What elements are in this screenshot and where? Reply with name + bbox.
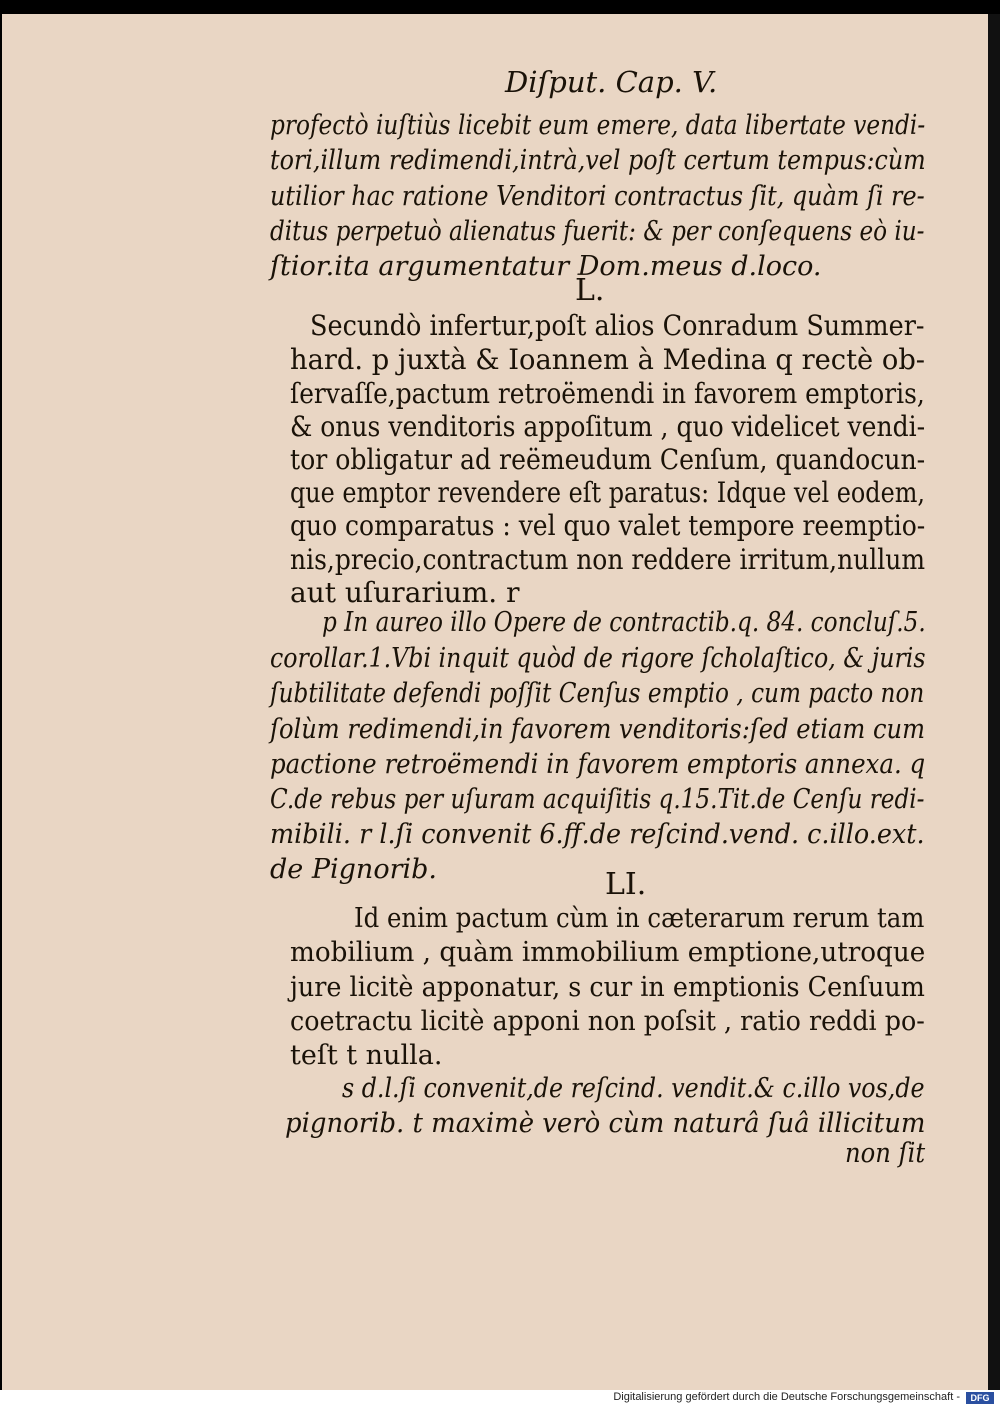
- text-line: aut uſurarium. r: [290, 576, 520, 609]
- text-line: ditus perpetuò alienatus fuerit: & per conſequens eò iu-: [270, 216, 925, 247]
- text-line: teſt t nulla.: [290, 1040, 443, 1071]
- text-line: que emptor revendere eſt paratus: Idque vel eodem,: [290, 476, 925, 509]
- text-line: hard. p juxtà & Ioannem à Medina q rectè ob-: [290, 343, 926, 376]
- running-title: Diſput. Cap. V.: [505, 65, 718, 99]
- dfg-logo: DFG: [966, 1392, 994, 1404]
- text-line: jure licitè apponatur, s cur in emptionis Cenſuum: [290, 972, 925, 1003]
- text-line: profectò iuſtiùs licebit eum emere, data libertate vendi-: [270, 110, 926, 141]
- note-line: ſubtilitate defendi poſſit Cenſus emptio , cum pacto non: [270, 678, 925, 709]
- note-line: de Pignorib.: [270, 854, 437, 885]
- text-line: coetractu licitè apponi non poſsit , ratio reddi po-: [290, 1006, 925, 1037]
- text-line: Id enim pactum cùm in cæterarum rerum tam: [354, 903, 925, 934]
- note-line: C.de rebus per uſuram acquiſitis q.15.Tit.de Cenſu redi-: [270, 784, 925, 815]
- text-line: ſtior.ita argumentatur Dom.meus d.loco.: [270, 251, 822, 282]
- catchword: non ſit: [845, 1138, 926, 1169]
- text-line: & onus venditoris appoſitum , quo videlicet vendi-: [290, 410, 926, 443]
- text-line: tor obligatur ad reëmeudum Cenſum, quandocun-: [290, 443, 926, 476]
- section-heading: L.: [575, 273, 605, 308]
- note-line: s d.l.ſi convenit,de reſcind. vendit.& c.illo vos,de: [342, 1073, 925, 1104]
- funding-credit: Digitalisierung gefördert durch die Deutsche Forschungsgemeinschaft -: [613, 1391, 960, 1403]
- note-line: p In aureo illo Opere de contractib.q. 84. concluſ.5.: [322, 607, 926, 638]
- text-line: nis,precio,contractum non reddere irritum,nullum: [290, 543, 926, 576]
- note-line: corollar.1.Vbi inquit quòd de rigore ſcholaſtico, & juris: [270, 643, 926, 674]
- note-line: pignorib. t maximè verò cùm naturâ ſuâ illicitum: [285, 1108, 926, 1139]
- page-edge: [988, 14, 1000, 1390]
- note-line: ſolùm redimendi,in favorem venditoris:ſed etiam cum: [270, 714, 926, 745]
- note-line: mibili. r l.ſi convenit 6.ff.de reſcind.vend. c.illo.ext.: [270, 819, 925, 850]
- text-line: Secundò infertur,poſt alios Conradum Summer-: [310, 309, 925, 342]
- text-line: tori,illum redimendi,intrà,vel poſt certum tempus:cùm: [270, 145, 926, 176]
- text-line: mobilium , quàm immobilium emptione,utroque: [290, 937, 926, 968]
- text-line: ſervaſſe,pactum retroëmendi in favorem emptoris,: [290, 377, 925, 410]
- text-line: quo comparatus : vel quo valet tempore reemptio-: [290, 509, 926, 542]
- text-line: utilior hac ratione Venditori contractus ſit, quàm ſi re-: [270, 181, 925, 212]
- section-heading: LI.: [605, 867, 647, 902]
- note-line: pactione retroëmendi in favorem emptoris annexa. q: [270, 749, 926, 780]
